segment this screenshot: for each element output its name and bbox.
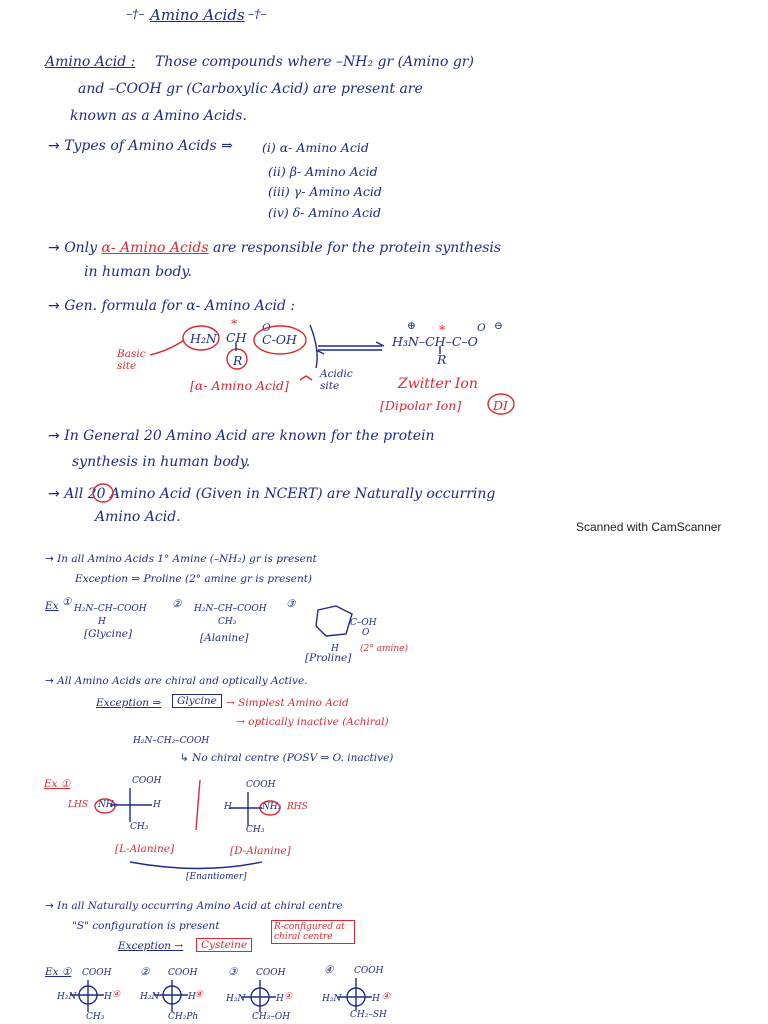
zw-subtitle: [Dipolar Ion] [380, 398, 462, 413]
general-line-4: Amino Acid. [95, 509, 181, 525]
zw-title: Zwitter Ion [398, 376, 478, 392]
fischer-l-cooh: COOH [132, 776, 162, 786]
general-twenty-circle [93, 484, 113, 502]
only-line-1: → Only α- Amino Acids are responsible for the protein synthesis [48, 240, 502, 256]
zw-star: * [439, 322, 446, 337]
bottom-4-cooh: COOH [354, 966, 384, 976]
fischer-d-nh2: NH₂ [262, 802, 282, 812]
example-formula-2: H₂N–CH–COOH [194, 604, 267, 614]
gen-basic-site: Basic site [117, 348, 146, 372]
acidic-site-arrow [310, 325, 317, 368]
types-item-4: (iv) δ- Amino Acid [268, 205, 381, 220]
bottom-ex: Ex ① [45, 966, 72, 978]
gen-o: O [262, 322, 271, 334]
fischer-l-h: H [153, 800, 161, 810]
gen-ch: CH [226, 330, 247, 345]
bottom-3-cooh: COOH [256, 968, 286, 978]
gen-h2n-circle [183, 326, 219, 350]
bottom-4-circ: ④ [382, 992, 391, 1002]
definition-term: Amino Acid : [45, 54, 136, 70]
gen-cooh: C-OH [262, 332, 297, 347]
example-num-1: ① [62, 596, 72, 608]
natural-line-2: "S" configuration is present [72, 920, 220, 932]
example-formula-3-h: H [331, 644, 339, 654]
example-name-3: [Proline] [305, 652, 352, 664]
general-line-1: → In General 20 Amino Acid are known for the protein [48, 428, 435, 444]
definition-line-1: Those compounds where –NH₂ gr (Amino gr) [155, 54, 474, 70]
zw-o: O [477, 322, 486, 334]
bottom-3-h2n: H₂N [226, 994, 246, 1004]
fischer-l-name: [L-Alanine] [115, 843, 175, 855]
proline-ring [316, 606, 352, 636]
fischer-d-name: [D-Alanine] [230, 845, 291, 857]
types-item-3: (iii) γ- Amino Acid [268, 184, 382, 199]
title-decoration-right: –†– [248, 6, 267, 21]
bottom-1-sub: CH₃ [86, 1012, 105, 1022]
example-name-1: [Glycine] [84, 628, 133, 640]
amine-line-1: → In all Amino Acids 1° Amine (–NH₂) gr is present [45, 553, 317, 565]
zw-r: R [437, 352, 447, 367]
only-line-2: in human body. [84, 264, 192, 280]
natural-cysteine: Cysteine [196, 938, 252, 952]
gen-star: * [231, 316, 238, 331]
bottom-2-cooh: COOH [168, 968, 198, 978]
examples-ex: Ex [45, 600, 59, 612]
amine-line-2: Exception ⇒ Proline (2° amine gr is present) [75, 573, 313, 585]
example-note-3: (2° amine) [360, 644, 409, 654]
bottom-2-sub: CH₂Ph [168, 1012, 199, 1022]
page-title: Amino Acids [150, 6, 245, 24]
bottom-3-sub: CH₂–OH [252, 1012, 291, 1022]
bottom-1-circ: ④ [112, 990, 121, 1000]
bottom-3-h: H [276, 994, 284, 1004]
types-lead: → Types of Amino Acids ⇒ [48, 138, 233, 154]
chiral-exception: Exception ⇒ [96, 697, 162, 709]
bottom-1-h: H [104, 992, 112, 1002]
bottom-1-cooh: COOH [82, 968, 112, 978]
zw-minus: ⊖ [494, 320, 503, 332]
bottom-4-num: ④ [324, 964, 334, 976]
general-twenty: 20 [87, 486, 106, 502]
example-name-2: [Alanine] [200, 632, 249, 644]
chiral-simplest: → Simplest Amino Acid [226, 697, 349, 709]
bottom-3-circ: ④ [284, 992, 293, 1002]
zw-plus: ⊕ [407, 320, 416, 332]
bottom-2-h2n: H₂N [140, 992, 160, 1002]
zw-di-circle [488, 394, 514, 414]
fischer-d-cooh: COOH [246, 780, 276, 790]
bottom-3-num: ③ [228, 966, 238, 978]
fischer-lhs: LHS [68, 800, 88, 810]
zw-formula: H₃N–CH–C–O [392, 334, 478, 349]
gen-h2n: H₂N [190, 331, 217, 346]
bottom-2-circ: ④ [195, 990, 204, 1000]
fischer-d-ch3: CH₃ [246, 825, 265, 835]
example-formula-3-o: O [362, 628, 370, 638]
fischer-mirror-line [196, 780, 200, 830]
chiral-glycine: Glycine [172, 694, 222, 708]
bottom-1-h2n: H₂N [57, 992, 77, 1002]
bottom-2-h: H [188, 992, 196, 1002]
types-item-1: (i) α- Amino Acid [262, 140, 369, 155]
fischer-d-nh2-circle [260, 801, 280, 815]
example-formula-2-sub: CH₃ [218, 617, 237, 627]
title-decoration-left: –†– [126, 6, 145, 21]
enantiomer-bracket [130, 862, 262, 869]
bottom-4-sub: CH₂–SH [350, 1010, 387, 1020]
example-formula-1-h: H [98, 617, 106, 627]
fischer-rhs: RHS [287, 802, 308, 812]
general-line-3: → All 20 Amino Acid (Given in NCERT) are Naturally occurring [48, 486, 496, 502]
zw-di: DI [493, 398, 508, 413]
gen-box-label: [α- Amino Acid] [190, 378, 289, 393]
fischer-enantiomer: [Enantiomer] [186, 872, 247, 882]
fischer-l-ch3: CH₃ [130, 822, 149, 832]
fischer-l-nh2-circle [95, 799, 118, 813]
camscanner-watermark: Scanned with CamScanner [576, 520, 722, 534]
example-formula-3-cooh: C–OH [350, 618, 377, 628]
gen-cooh-circle [254, 326, 306, 354]
only-alpha: α- Amino Acids [101, 240, 209, 256]
example-num-2: ② [172, 598, 182, 610]
natural-line-1: → In all Naturally occurring Amino Acid at chiral centre [45, 900, 343, 912]
natural-note: R-configured at chiral centre [271, 920, 355, 944]
chiral-inactive: → optically inactive (Achiral) [236, 716, 389, 728]
fischer-ex: Ex ① [44, 778, 71, 790]
fischer-d-h: H [224, 802, 232, 812]
chiral-no-centre: ↳ No chiral centre (POSV ⇒ O. inactive) [180, 752, 394, 764]
types-item-2: (ii) β- Amino Acid [268, 164, 378, 179]
example-formula-1: H₂N–CH–COOH [74, 604, 147, 614]
natural-exception: Exception → [118, 940, 184, 952]
bottom-2-num: ② [140, 966, 150, 978]
chiral-formula: H₂N–CH₂–COOH [133, 736, 210, 746]
definition-line-3: known as a Amino Acids. [70, 108, 247, 124]
basic-site-arrow [150, 340, 184, 355]
gen-r: R [233, 353, 243, 368]
fischer-l-nh2: NH₂ [98, 800, 118, 810]
example-num-3: ③ [286, 598, 296, 610]
gen-r-circle [227, 349, 247, 369]
bottom-4-h2n: H₂N [322, 994, 342, 1004]
bottom-4-h: H [372, 994, 380, 1004]
acidic-site-arrowhead [300, 376, 312, 380]
gen-heading: → Gen. formula for α- Amino Acid : [48, 298, 296, 314]
definition-line-2: and –COOH gr (Carboxylic Acid) are present are [78, 81, 423, 97]
chiral-line-1: → All Amino Acids are chiral and optically Active. [45, 675, 308, 687]
gen-acidic-site: Acidic site [320, 368, 353, 392]
general-line-2: synthesis in human body. [72, 454, 251, 470]
